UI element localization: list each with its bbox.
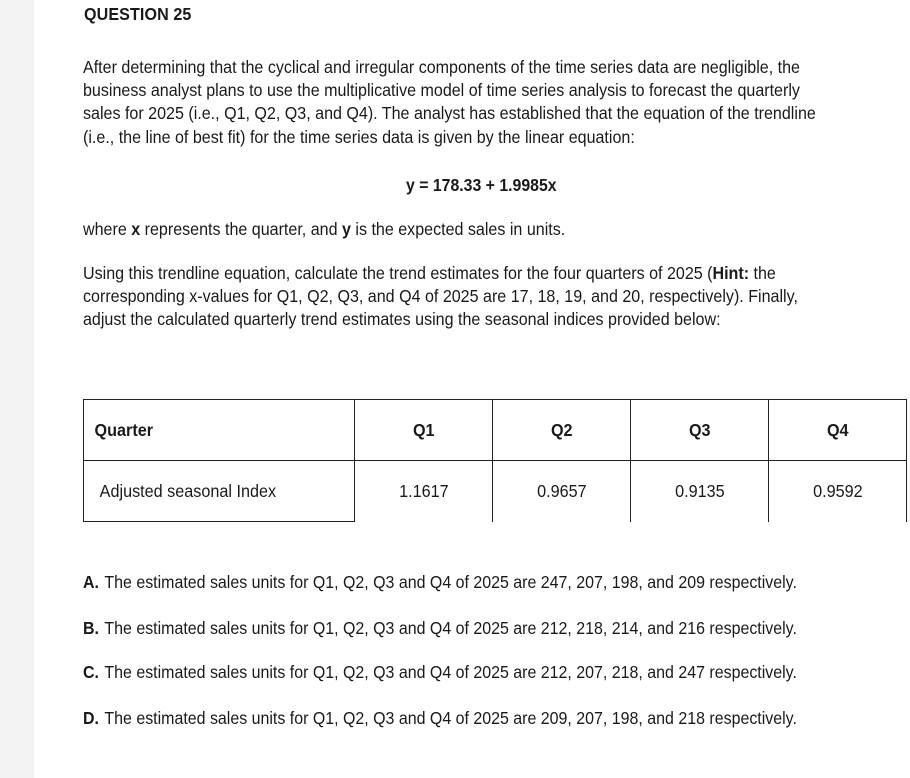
trendline-equation: y = 178.33 + 1.9985x xyxy=(406,175,557,195)
text-segment: is the expected sales in units. xyxy=(350,219,566,239)
answer-option-d[interactable] xyxy=(83,708,797,729)
variable-y: y xyxy=(341,219,351,239)
header-cell-q2: Q2 xyxy=(493,400,631,461)
left-gutter xyxy=(0,0,34,778)
variable-x: x xyxy=(131,219,141,239)
index-cell-q2: 0.9657 xyxy=(493,461,631,522)
option-text: The estimated sales units for Q1, Q2, Q3 and Q4 of 2025 are 212, 218, 214, and 216 respectively. xyxy=(104,618,797,638)
index-cell-q4: 0.9592 xyxy=(769,461,907,522)
option-text: The estimated sales units for Q1, Q2, Q3 and Q4 of 2025 are 247, 207, 198, and 209 respectively. xyxy=(104,572,797,592)
option-letter: D. xyxy=(83,708,99,728)
header-cell-q1: Q1 xyxy=(355,400,493,461)
instruction-line: corresponding x-values for Q1, Q2, Q3, and Q4 of 2025 are 17, 18, 19, and 20, respectively). Finally, xyxy=(83,286,798,307)
text-segment: where xyxy=(83,219,132,239)
hint-label: Hint: xyxy=(712,263,750,283)
option-text: The estimated sales units for Q1, Q2, Q3 and Q4 of 2025 are 209, 207, 198, and 218 respectively. xyxy=(104,708,797,728)
statement-line: business analyst plans to use the multiplicative model of time series analysis to forecast the quarterly xyxy=(83,80,800,101)
option-letter: B. xyxy=(83,618,99,638)
header-cell-q4: Q4 xyxy=(769,400,907,461)
option-letter: A. xyxy=(83,572,99,592)
instruction-line xyxy=(83,262,896,285)
index-cell-q3: 0.9135 xyxy=(631,461,769,522)
statement-line: sales for 2025 (i.e., Q1, Q2, Q3, and Q4). The analyst has established that the equation of the trendline xyxy=(83,103,816,124)
index-cell-q1: 1.1617 xyxy=(355,461,493,522)
text-segment: represents the quarter, and xyxy=(140,219,342,239)
variable-definition-line xyxy=(83,218,896,241)
statement-line: After determining that the cyclical and irregular components of the time series data are negligible, the xyxy=(83,57,800,77)
table-header-row xyxy=(84,400,907,461)
instructions xyxy=(83,262,896,332)
answer-option-a[interactable] xyxy=(83,572,797,593)
option-letter: C. xyxy=(83,662,99,682)
answer-option-b[interactable] xyxy=(83,618,797,639)
variable-definition xyxy=(83,218,896,241)
statement-line: (i.e., the line of best fit) for the time series data is given by the linear equation: xyxy=(83,126,635,147)
table-row xyxy=(84,461,907,522)
question-page xyxy=(34,0,910,778)
question-title: QUESTION 25 xyxy=(84,4,192,24)
row-label-cell: Adjusted seasonal Index xyxy=(84,461,355,522)
option-text: The estimated sales units for Q1, Q2, Q3 and Q4 of 2025 are 212, 207, 218, and 247 respectively. xyxy=(104,662,797,682)
answer-option-c[interactable] xyxy=(83,662,797,683)
header-cell-q3: Q3 xyxy=(631,400,769,461)
seasonal-index-table xyxy=(83,399,907,522)
text-segment: Using this trendline equation, calculate the trend estimates for the four quarters of 2025 ( xyxy=(83,263,713,283)
text-segment: the xyxy=(749,263,776,283)
instruction-line: adjust the calculated quarterly trend estimates using the seasonal indices provided below: xyxy=(83,309,721,330)
header-cell-quarter: Quarter xyxy=(84,400,355,461)
problem-statement xyxy=(83,56,896,149)
